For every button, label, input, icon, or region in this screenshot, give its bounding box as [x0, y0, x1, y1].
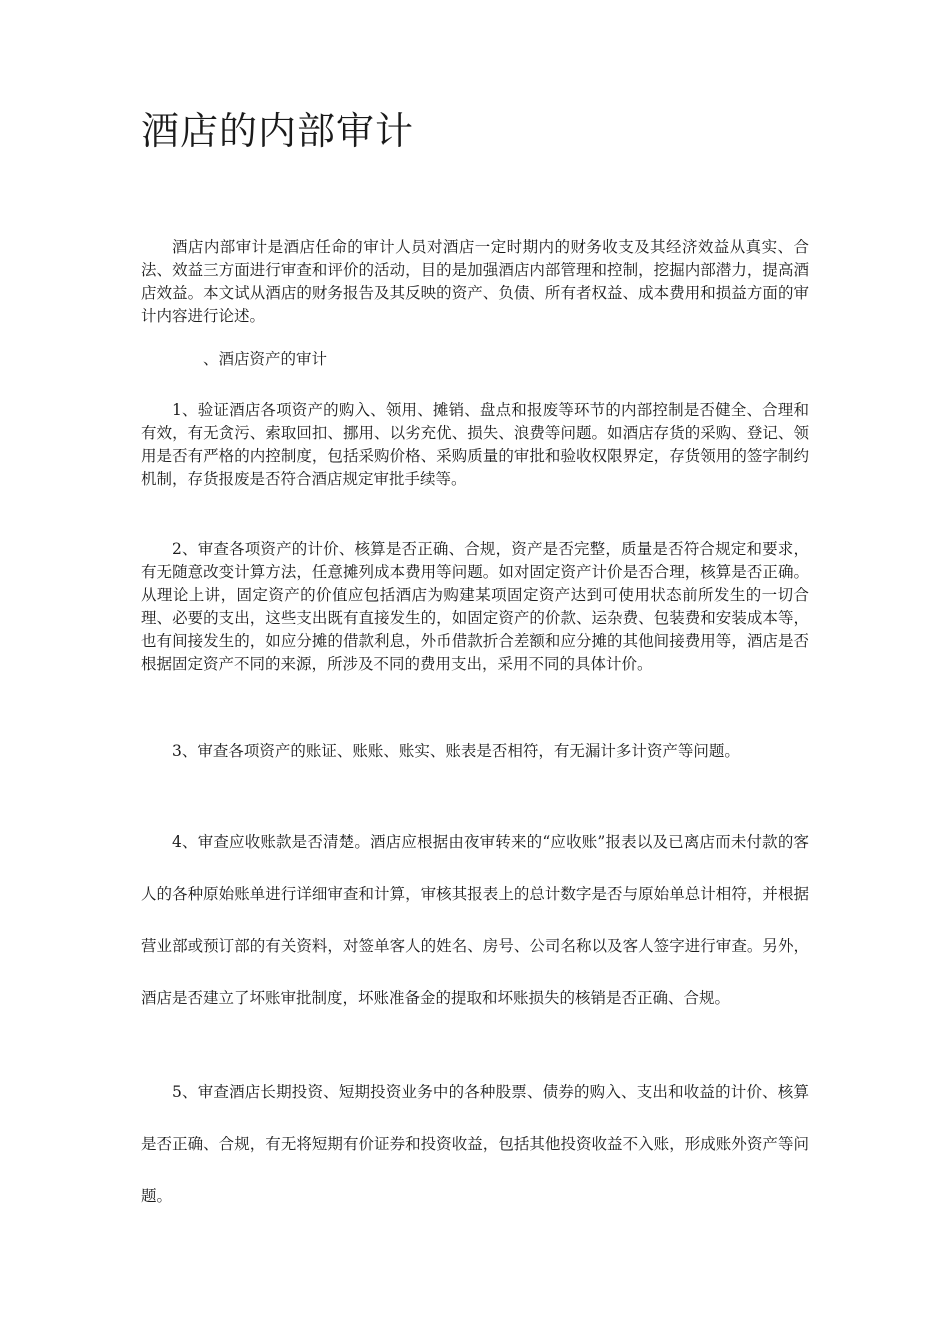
- paragraph-item-4: 4、审查应收账款是否清楚。酒店应根据由夜审转来的“应收账”报表以及已离店而未付款的客人的各种原始账单进行详细审查和计算，审核其报表上的总计数字是否与原始单总计相符，并根据营业部或预订部的有关资料，对签单客人的姓名、房号、公司名称以及客人签字进行审查。另外，酒店是否建立了坏账审批制度，坏账准备金的提取和坏账损失的核销是否正确、合规。: [141, 833, 809, 1007]
- paragraph-item-5: 5、审查酒店长期投资、短期投资业务中的各种股票、债券的购入、支出和收益的计价、核算是否正确、合规，有无将短期有价证券和投资收益，包括其他投资收益不入账，形成账外资产等问题。: [141, 1083, 809, 1205]
- document-title: 酒店的内部审计: [141, 109, 415, 153]
- paragraph-item-1: 1、验证酒店各项资产的购入、领用、摊销、盘点和报废等环节的内部控制是否健全、合理和有效，有无贪污、索取回扣、挪用、以劣充优、损失、浪费等问题。如酒店存货的采购、登记、领用是否有严格的内控制度，包括采购价格、采购质量的审批和验收权限界定，存货领用的签字制约机制，存货报废是否符合酒店规定审批手续等。: [141, 401, 809, 488]
- paragraph-item-3: 3、审查各项资产的账证、账账、账实、账表是否相符，有无漏计多计资产等问题。: [172, 742, 740, 760]
- paragraph-item-2: 2、审查各项资产的计价、核算是否正确、合规，资产是否完整，质量是否符合规定和要求，有无随意改变计算方法，任意摊列成本费用等问题。如对固定资产计价是否合理，核算是否正确。从理论上讲，固定资产的价值应包括酒店为购建某项固定资产达到可使用状态前所发生的一切合理、必要的支出，这些支出既有直接发生的，如固定资产的价款、运杂费、包装费和安装成本等，也有间接发生的，如应分摊的借款利息，外币借款折合差额和应分摊的其他间接费用等，酒店是否根据固定资产不同的来源，所涉及不同的费用支出，采用不同的具体计价。: [141, 540, 809, 673]
- section-heading-assets: 、酒店资产的审计: [203, 350, 328, 368]
- intro-paragraph: 酒店内部审计是酒店任命的审计人员对酒店一定时期内的财务收支及其经济效益从真实、合法、效益三方面进行审查和评价的活动，目的是加强酒店内部管理和控制，挖掘内部潜力，提高酒店效益。本文试从酒店的财务报告及其反映的资产、负债、所有者权益、成本费用和损益方面的审计内容进行论述。: [141, 238, 809, 325]
